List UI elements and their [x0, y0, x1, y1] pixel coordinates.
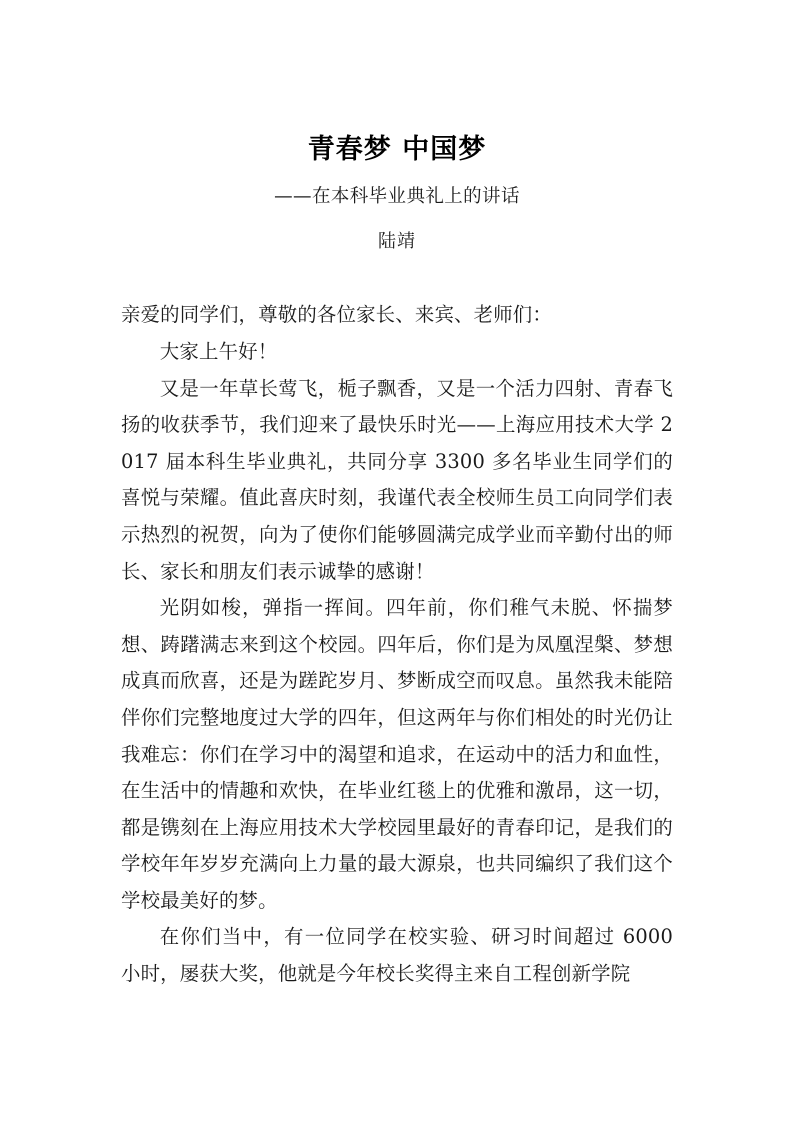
document-body — [121, 253, 673, 992]
paragraph-salutation: 亲爱的同学们，尊敬的各位家长、来宾、老师们： — [121, 303, 552, 327]
paragraph-body-2: 光阴如梭，弹指一挥间。四年前，你们稚气未脱、怀揣梦想、踌躇满志来到这个校园。四年后，你们是为凤凰涅槃、梦想成真而欣喜，还是为蹉跎岁月、梦断成空而叹息。虽然我未能陪伴你们完整地度过大学的四年，但这两年与你们相处的时光仍让我难忘：你们在学习中的渴望和追求，在运动中的活力和血性，在生活中的情趣和欢快，在毕业红毯上的优雅和激昂，这一切，都是镌刻在上海应用技术大学校园里最好的青春印记，是我们的学校年年岁岁充满向上力量的最大源泉，也共同编织了我们这个学校最美好的梦。 — [121, 596, 673, 912]
document-content — [121, 0, 673, 993]
paragraph-body-1: 又是一年草长莺飞，栀子飘香，又是一个活力四射、青春飞扬的收获季节，我们迎来了最快乐时光——上海应用技术大学 2017 届本科生毕业典礼，共同分享 3300 多名毕业生同学们的喜悦与荣耀。值此喜庆时刻，我谨代表全校师生员工向同学们表示热烈的祝贺，向为了使你们能够圆满完成学业而辛勤付出的师长、家长和朋友们表示诚挚的感谢！ — [121, 376, 673, 583]
document-title: 青春梦 中国梦 — [307, 134, 487, 165]
paragraph-body-3: 在你们当中，有一位同学在校实验、研习时间超过 6000 小时，屡获大奖，他就是今年校长奖得主来自工程创新学院 — [121, 925, 673, 986]
document-author: 陆靖 — [378, 230, 416, 252]
paragraph-greeting: 大家上午好！ — [159, 339, 278, 363]
document-subtitle: ——在本科毕业典礼上的讲话 — [274, 185, 520, 207]
